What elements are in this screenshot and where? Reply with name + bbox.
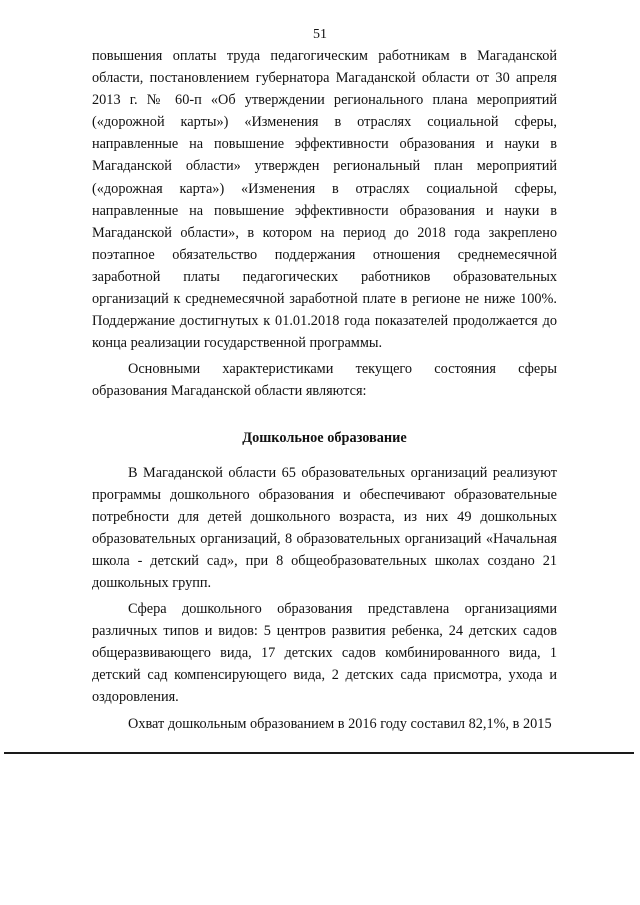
- paragraph-coverage: Охват дошкольным образованием в 2016 году составил 82,1%, в 2015: [128, 715, 552, 732]
- page-number: 51: [313, 27, 327, 42]
- footer-divider: [4, 752, 634, 754]
- paragraph-organization-types: Сфера дошкольного образования представлена организациями различных типов и видов: 5 центров развития ребенка, 24 детских садов общеразвивающего вида, 17 детских садов комбинированного вида, 1 детский сад компенсирующего вида, 2 детских сада присмотра, ухода и оздоровления.: [92, 601, 557, 706]
- paragraph-characteristics-intro: Основными характеристиками текущего состояния сферы образования Магаданской области являются:: [92, 361, 557, 400]
- paragraph-continuation: повышения оплаты труда педагогическим работникам в Магаданской области, постановлением губернатора Магаданской области от 30 апреля 2013 г. № 60-п «Об утверждении регионального плана мероприятий («дорожной карты») «Изменения в отраслях социальной сферы, направленные на повышение эффективности образования и науки в Магаданской области» утвержден региональный план мероприятий («дорожная карта») «Изменения в отраслях социальной сферы, направленные на повышение эффективности образования и науки в Магаданской области», в котором на период до 2018 года закреплено поэтапное обязательство поддержания отношения среднемесячной заработной платы педагогических работников образовательных организаций к среднемесячной заработной плате в регионе не ниже 100%. Поддержание достигнутых к 01.01.2018 года показателей продолжается до конца реализации государственной программы.: [92, 48, 557, 352]
- section-heading: Дошкольное образование: [242, 429, 407, 446]
- paragraph-organizations-count: В Магаданской области 65 образовательных организаций реализуют программы дошкольного образования и обеспечивают образовательные потребности для детей дошкольного возраста, из них 49 дошкольных образовательных организаций, 8 образовательных организаций «Начальная школа - детский сад», при 8 общеобразовательных школах создано 21 дошкольных групп.: [92, 464, 557, 591]
- document-body: [92, 45, 557, 735]
